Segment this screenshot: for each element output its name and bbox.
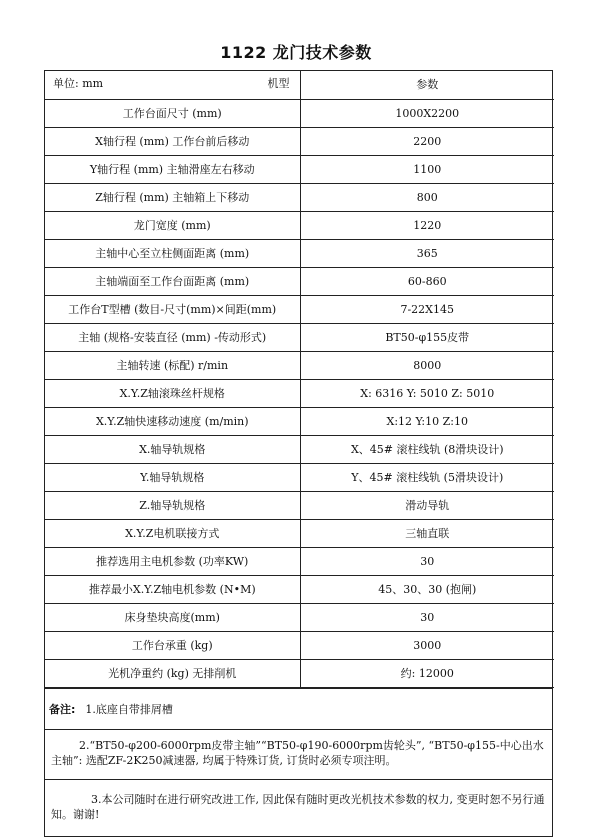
table-row xyxy=(45,659,554,687)
table-row xyxy=(45,547,554,575)
table-row xyxy=(45,631,554,659)
table-row xyxy=(45,379,554,407)
row-label: 龙门宽度 (mm) xyxy=(45,211,300,239)
row-value: 约: 12000 xyxy=(300,659,554,687)
row-value: 3000 xyxy=(300,631,554,659)
row-value: 7-22X145 xyxy=(300,295,554,323)
row-label: X轴行程 (mm) 工作台前后移动 xyxy=(45,127,300,155)
row-label: 工作台T型槽 (数目-尺寸(mm)×间距(mm) xyxy=(45,295,300,323)
note-2: 2.“BT50-φ200-6000rpm皮带主轴”“BT50-φ190-6000rpm齿轮头”, “BT50-φ155-中心出水主轴”: 选配ZF-2K250减速器, 均属于特殊订货, 订货时必须专项注明。 xyxy=(45,730,552,780)
table-row xyxy=(45,323,554,351)
row-value: BT50-φ155皮带 xyxy=(300,323,554,351)
table-row xyxy=(45,435,554,463)
note-1-text: 1.底座自带排屑槽 xyxy=(85,702,173,716)
row-value: 365 xyxy=(300,239,554,267)
row-label: 光机净重约 (kg) 无排削机 xyxy=(45,659,300,687)
header-unit-model-cell xyxy=(45,71,300,99)
header-model: 机型 xyxy=(267,77,290,90)
notes-label: 备注: xyxy=(49,702,76,716)
notes-section xyxy=(45,688,552,836)
row-value: 1220 xyxy=(300,211,554,239)
row-label: 主轴端面至工作台面距离 (mm) xyxy=(45,267,300,295)
row-label: 工作台承重 (kg) xyxy=(45,631,300,659)
row-value: 2200 xyxy=(300,127,554,155)
row-label: X.Y.Z电机联接方式 xyxy=(45,519,300,547)
row-label: 主轴中心至立柱侧面距离 (mm) xyxy=(45,239,300,267)
table-row xyxy=(45,267,554,295)
row-value: X: 6316 Y: 5010 Z: 5010 xyxy=(300,379,554,407)
table-row xyxy=(45,351,554,379)
row-label: 推荐选用主电机参数 (功率KW) xyxy=(45,547,300,575)
row-label: 主轴转速 (标配) r/min xyxy=(45,351,300,379)
row-value: 30 xyxy=(300,603,554,631)
row-label: Z.轴导轨规格 xyxy=(45,491,300,519)
spec-sheet xyxy=(44,70,553,837)
table-row xyxy=(45,155,554,183)
row-value: Y、45# 滚柱线轨 (5滑块设计) xyxy=(300,463,554,491)
row-value: 8000 xyxy=(300,351,554,379)
table-row xyxy=(45,603,554,631)
row-value: 800 xyxy=(300,183,554,211)
row-value: 滑动导轨 xyxy=(300,491,554,519)
header-unit: 单位: mm xyxy=(53,77,104,90)
row-label: 床身垫块高度(mm) xyxy=(45,603,300,631)
table-row xyxy=(45,519,554,547)
table-row xyxy=(45,491,554,519)
row-value: 1000X2200 xyxy=(300,99,554,127)
row-label: Z轴行程 (mm) 主轴箱上下移动 xyxy=(45,183,300,211)
table-row xyxy=(45,295,554,323)
table-row xyxy=(45,99,554,127)
row-value: 30 xyxy=(300,547,554,575)
row-value: 三轴直联 xyxy=(300,519,554,547)
table-row xyxy=(45,127,554,155)
note-1 xyxy=(45,689,552,730)
table-row xyxy=(45,211,554,239)
row-value: 60-860 xyxy=(300,267,554,295)
row-label: X.Y.Z轴滚珠丝杆规格 xyxy=(45,379,300,407)
table-header-row xyxy=(45,71,554,99)
row-label: 推荐最小X.Y.Z轴电机参数 (N•M) xyxy=(45,575,300,603)
row-label: 工作台面尺寸 (mm) xyxy=(45,99,300,127)
table-row xyxy=(45,183,554,211)
spec-table xyxy=(45,71,554,688)
note-3: 3.本公司随时在进行研究改进工作, 因此保有随时更改光机技术参数的权力, 变更时恕不另行通知。谢谢! xyxy=(51,792,545,821)
row-value: X:12 Y:10 Z:10 xyxy=(300,407,554,435)
table-row xyxy=(45,575,554,603)
row-label: Y.轴导轨规格 xyxy=(45,463,300,491)
row-value: 45、30、30 (抱闸) xyxy=(300,575,554,603)
row-label: X.轴导轨规格 xyxy=(45,435,300,463)
table-row xyxy=(45,463,554,491)
row-label: X.Y.Z轴快速移动速度 (m/min) xyxy=(45,407,300,435)
table-row xyxy=(45,239,554,267)
table-row xyxy=(45,407,554,435)
row-label: Y轴行程 (mm) 主轴滑座左右移动 xyxy=(45,155,300,183)
row-value: X、45# 滚柱线轨 (8滑块设计) xyxy=(300,435,554,463)
header-param: 参数 xyxy=(300,71,554,99)
page-title: 1122 龙门技术参数 xyxy=(220,43,372,62)
row-label: 主轴 (规格-安装直径 (mm) -传动形式) xyxy=(45,323,300,351)
row-value: 1100 xyxy=(300,155,554,183)
